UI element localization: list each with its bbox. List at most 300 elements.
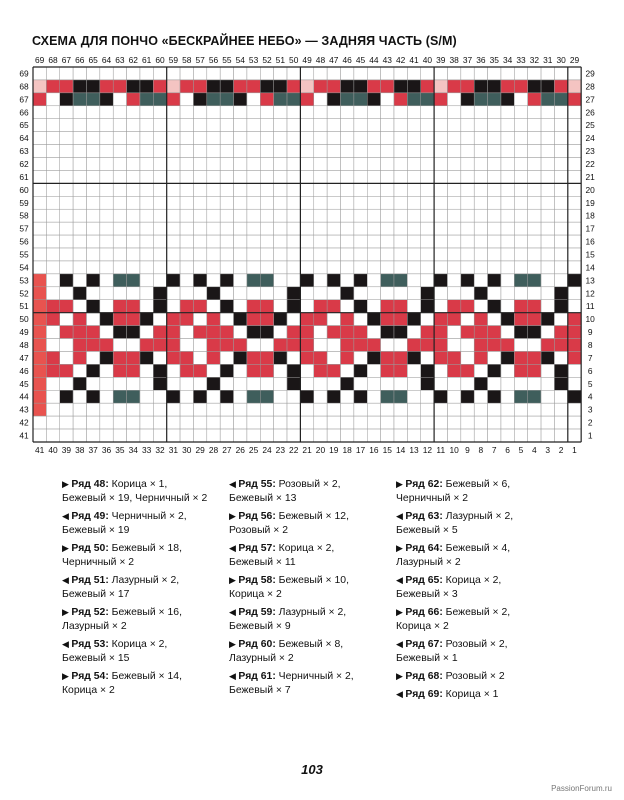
chart-cell	[247, 248, 260, 261]
chart-cell	[474, 287, 487, 300]
chart-cell	[554, 390, 567, 403]
chart-cell	[180, 93, 193, 106]
chart-cell	[407, 364, 420, 377]
chart-cell	[260, 261, 273, 274]
chart-cell	[207, 274, 220, 287]
chart-cell	[234, 145, 247, 158]
chart-cell	[568, 145, 581, 158]
chart-cell	[46, 80, 59, 93]
chart-cell	[127, 145, 140, 158]
chart-cell	[260, 158, 273, 171]
top-axis-label: 64	[101, 55, 112, 65]
chart-cell	[46, 170, 59, 183]
chart-cell	[354, 287, 367, 300]
chart-cell	[488, 429, 501, 442]
chart-cell	[86, 313, 99, 326]
chart-cell	[86, 145, 99, 158]
arrow-right-icon: ▶	[396, 479, 406, 489]
chart-cell	[113, 429, 126, 442]
chart-cell	[501, 67, 514, 80]
chart-cell	[300, 377, 313, 390]
chart-cell	[461, 183, 474, 196]
row-text: Корица × 1	[442, 689, 499, 701]
chart-cell	[568, 67, 581, 80]
chart-cell	[381, 183, 394, 196]
bottom-axis-label: 3	[545, 444, 551, 455]
chart-cell	[341, 377, 354, 390]
chart-cell	[274, 248, 287, 261]
chart-cell	[193, 235, 206, 248]
bottom-axis-label: 5	[518, 444, 524, 455]
chart-cell	[421, 416, 434, 429]
chart-cell	[488, 158, 501, 171]
chart-cell	[247, 209, 260, 222]
chart-cell	[167, 351, 180, 364]
chart-cell	[474, 429, 487, 442]
chart-cell	[354, 183, 367, 196]
chart-cell	[207, 235, 220, 248]
chart-cell	[461, 339, 474, 352]
chart-cell	[127, 183, 140, 196]
chart-cell	[381, 132, 394, 145]
bottom-axis-label: 27	[222, 444, 232, 455]
right-axis-label: 17	[585, 223, 595, 234]
chart-cell	[314, 390, 327, 403]
chart-cell	[367, 80, 380, 93]
top-axis-label: 65	[88, 55, 98, 65]
chart-cell	[113, 106, 126, 119]
chart-cell	[381, 287, 394, 300]
row-label: Ряд 56:	[238, 510, 276, 522]
chart-cell	[73, 300, 86, 313]
chart-cell	[327, 93, 340, 106]
chart-cell	[207, 326, 220, 339]
chart-cell	[140, 119, 153, 132]
chart-cell	[73, 429, 86, 442]
chart-cell	[100, 145, 113, 158]
chart-cell	[394, 403, 407, 416]
bottom-axis-label: 26	[235, 444, 245, 455]
chart-cell	[354, 416, 367, 429]
chart-cell	[341, 429, 354, 442]
chart-cell	[501, 132, 514, 145]
chart-cell	[287, 93, 300, 106]
chart-cell	[274, 287, 287, 300]
chart-cell	[421, 235, 434, 248]
chart-cell	[220, 196, 233, 209]
chart-cell	[381, 93, 394, 106]
chart-cell	[528, 158, 541, 171]
chart-cell	[207, 416, 220, 429]
chart-cell	[407, 377, 420, 390]
chart-cell	[193, 209, 206, 222]
chart-cell	[394, 261, 407, 274]
chart-cell	[461, 222, 474, 235]
chart-cell	[501, 274, 514, 287]
chart-cell	[327, 132, 340, 145]
row-label: Ряд 62:	[405, 479, 443, 490]
right-axis-label: 9	[587, 327, 593, 338]
chart-cell	[287, 209, 300, 222]
chart-cell	[314, 106, 327, 119]
chart-cell	[167, 313, 180, 326]
chart-cell	[247, 67, 260, 80]
chart-cell	[207, 313, 220, 326]
row-label: Ряд 63:	[405, 510, 443, 522]
chart-cell	[541, 429, 554, 442]
chart-cell	[447, 222, 460, 235]
chart-cell	[341, 274, 354, 287]
chart-cell	[73, 183, 86, 196]
top-axis-label: 54	[235, 55, 245, 65]
chart-cell	[180, 351, 193, 364]
chart-cell	[394, 106, 407, 119]
chart-cell	[528, 222, 541, 235]
chart-cell	[354, 196, 367, 209]
chart-cell	[113, 416, 126, 429]
chart-cell	[193, 183, 206, 196]
chart-cell	[367, 364, 380, 377]
chart-cell	[381, 80, 394, 93]
chart-cell	[394, 248, 407, 261]
chart-cell	[33, 274, 46, 287]
chart-cell	[153, 235, 166, 248]
chart-cell	[100, 183, 113, 196]
chart-cell	[568, 119, 581, 132]
chart-cell	[554, 313, 567, 326]
chart-cell	[260, 403, 273, 416]
chart-cell	[113, 287, 126, 300]
row-text: Лазурный × 2, Бежевый × 9	[229, 606, 347, 632]
chart-cell	[247, 196, 260, 209]
chart-cell	[394, 377, 407, 390]
chart-cell	[541, 416, 554, 429]
chart-cell	[86, 429, 99, 442]
chart-cell	[354, 429, 367, 442]
chart-cell	[434, 364, 447, 377]
chart-cell	[367, 377, 380, 390]
left-axis-label: 44	[19, 391, 29, 402]
row-instruction	[229, 670, 419, 700]
chart-cell	[354, 93, 367, 106]
arrow-right-icon: ▶	[229, 638, 239, 649]
chart-cell	[260, 429, 273, 442]
chart-cell	[33, 326, 46, 339]
bottom-axis-label: 30	[182, 444, 192, 455]
right-axis-label: 12	[585, 288, 595, 299]
chart-cell	[300, 364, 313, 377]
chart-cell	[514, 248, 527, 261]
chart-cell	[407, 93, 420, 106]
chart-cell	[127, 67, 140, 80]
chart-cell	[33, 339, 46, 352]
chart-cell	[314, 158, 327, 171]
chart-cell	[300, 119, 313, 132]
chart-cell	[327, 209, 340, 222]
chart-cell	[167, 261, 180, 274]
left-axis-label: 55	[19, 249, 29, 260]
chart-cell	[474, 377, 487, 390]
chart-cell	[407, 235, 420, 248]
bottom-axis-label: 41	[35, 444, 45, 455]
chart-cell	[447, 106, 460, 119]
chart-cell	[541, 119, 554, 132]
chart-cell	[260, 416, 273, 429]
bottom-axis-label: 19	[329, 444, 339, 455]
chart-cell	[247, 377, 260, 390]
chart-cell	[140, 80, 153, 93]
chart-cell	[488, 119, 501, 132]
chart-cell	[568, 235, 581, 248]
chart-cell	[421, 339, 434, 352]
chart-cell	[220, 183, 233, 196]
chart-cell	[327, 67, 340, 80]
chart-cell	[514, 132, 527, 145]
row-label: Ряд 59:	[238, 606, 276, 618]
chart-cell	[207, 119, 220, 132]
chart-cell	[113, 351, 126, 364]
chart-cell	[33, 196, 46, 209]
chart-cell	[434, 119, 447, 132]
chart-cell	[300, 351, 313, 364]
chart-cell	[140, 403, 153, 416]
chart-cell	[220, 364, 233, 377]
chart-cell	[528, 403, 541, 416]
chart-cell	[33, 287, 46, 300]
chart-cell	[501, 145, 514, 158]
chart-cell	[501, 235, 514, 248]
chart-cell	[60, 248, 73, 261]
chart-cell	[167, 145, 180, 158]
chart-cell	[447, 351, 460, 364]
chart-cell	[554, 403, 567, 416]
chart-cell	[167, 377, 180, 390]
chart-cell	[421, 429, 434, 442]
chart-cell	[394, 300, 407, 313]
chart-cell	[86, 326, 99, 339]
chart-cell	[86, 390, 99, 403]
chart-cell	[234, 67, 247, 80]
chart-cell	[434, 209, 447, 222]
bottom-axis-label: 38	[75, 444, 85, 455]
chart-cell	[127, 209, 140, 222]
bottom-axis-label: 13	[409, 444, 419, 455]
chart-cell	[60, 429, 73, 442]
chart-cell	[341, 351, 354, 364]
chart-cell	[234, 235, 247, 248]
chart-cell	[193, 222, 206, 235]
chart-cell	[274, 235, 287, 248]
chart-cell	[33, 377, 46, 390]
row-text: Бежевый × 14, Корица × 2	[62, 670, 182, 696]
chart-cell	[260, 93, 273, 106]
chart-cell	[300, 93, 313, 106]
chart-cell	[447, 209, 460, 222]
chart-cell	[327, 429, 340, 442]
chart-cell	[434, 416, 447, 429]
chart-cell	[367, 93, 380, 106]
row-label: Ряд 50:	[71, 542, 109, 554]
chart-cell	[327, 326, 340, 339]
chart-cell	[314, 67, 327, 80]
chart-cell	[180, 248, 193, 261]
chart-cell	[354, 261, 367, 274]
chart-cell	[300, 300, 313, 313]
chart-cell	[514, 158, 527, 171]
top-axis-label: 66	[75, 55, 85, 65]
chart-cell	[327, 80, 340, 93]
chart-cell	[367, 261, 380, 274]
chart-cell	[140, 93, 153, 106]
chart-cell	[407, 183, 420, 196]
right-axis-label: 1	[587, 430, 593, 441]
chart-cell	[354, 351, 367, 364]
chart-cell	[193, 287, 206, 300]
arrow-right-icon: ▶	[62, 606, 72, 617]
chart-cell	[327, 416, 340, 429]
chart-cell	[100, 132, 113, 145]
chart-cell	[86, 119, 99, 132]
chart-cell	[367, 158, 380, 171]
right-axis-label: 13	[585, 275, 595, 286]
chart-cell	[568, 300, 581, 313]
top-axis-label: 31	[543, 55, 553, 65]
chart-cell	[140, 209, 153, 222]
chart-cell	[73, 222, 86, 235]
chart-cell	[46, 132, 59, 145]
left-axis-label: 41	[19, 430, 29, 441]
chart-cell	[327, 158, 340, 171]
chart-cell	[33, 429, 46, 442]
chart-cell	[260, 106, 273, 119]
chart-cell	[300, 429, 313, 442]
chart-cell	[140, 261, 153, 274]
chart-cell	[60, 80, 73, 93]
chart-cell	[514, 326, 527, 339]
chart-cell	[33, 248, 46, 261]
right-axis-label: 18	[585, 210, 595, 221]
chart-cell	[113, 93, 126, 106]
chart-cell	[46, 119, 59, 132]
chart-cell	[434, 377, 447, 390]
chart-cell	[113, 403, 126, 416]
top-axis-label: 59	[168, 55, 179, 65]
chart-cell	[140, 235, 153, 248]
chart-cell	[86, 248, 99, 261]
left-axis-label: 65	[19, 120, 29, 131]
chart-cell	[234, 183, 247, 196]
chart-cell	[554, 261, 567, 274]
chart-cell	[287, 390, 300, 403]
chart-cell	[341, 222, 354, 235]
chart-cell	[381, 339, 394, 352]
arrow-right-icon: ▶	[62, 479, 72, 489]
left-axis-label: 57	[19, 223, 29, 234]
top-axis-label: 69	[35, 55, 45, 65]
chart-cell	[528, 429, 541, 442]
chart-cell	[46, 93, 59, 106]
chart-cell	[60, 183, 73, 196]
chart-cell	[113, 390, 126, 403]
chart-cell	[207, 261, 220, 274]
chart-cell	[100, 429, 113, 442]
chart-cell	[381, 403, 394, 416]
chart-cell	[127, 351, 140, 364]
chart-cell	[381, 145, 394, 158]
chart-cell	[46, 261, 59, 274]
chart-cell	[60, 416, 73, 429]
bottom-axis-label: 22	[289, 444, 299, 455]
row-instruction	[62, 670, 252, 697]
chart-cell	[46, 339, 59, 352]
chart-cell	[367, 145, 380, 158]
chart-cell	[260, 287, 273, 300]
chart-cell	[407, 416, 420, 429]
chart-cell	[127, 390, 140, 403]
chart-cell	[447, 364, 460, 377]
chart-cell	[220, 222, 233, 235]
chart-cell	[514, 106, 527, 119]
chart-cell	[341, 170, 354, 183]
chart-cell	[528, 132, 541, 145]
chart-cell	[153, 339, 166, 352]
chart-cell	[300, 209, 313, 222]
chart-cell	[528, 145, 541, 158]
chart-cell	[73, 196, 86, 209]
chart-cell	[234, 416, 247, 429]
arrow-right-icon: ▶	[229, 510, 239, 521]
chart-cell	[447, 183, 460, 196]
top-axis-label: 60	[155, 55, 165, 65]
chart-cell	[247, 364, 260, 377]
chart-cell	[407, 274, 420, 287]
chart-cell	[234, 158, 247, 171]
chart-cell	[554, 209, 567, 222]
chart-cell	[287, 235, 300, 248]
chart-cell	[568, 364, 581, 377]
chart-cell	[113, 80, 126, 93]
chart-cell	[153, 106, 166, 119]
chart-cell	[113, 158, 126, 171]
chart-cell	[514, 170, 527, 183]
chart-cell	[501, 196, 514, 209]
row-instruction	[396, 574, 586, 601]
chart-cell	[100, 222, 113, 235]
chart-cell	[514, 364, 527, 377]
chart-cell	[568, 416, 581, 429]
top-axis-label: 68	[48, 55, 58, 65]
chart-cell	[381, 209, 394, 222]
chart-cell	[127, 287, 140, 300]
top-axis-label: 47	[329, 55, 339, 65]
chart-cell	[193, 326, 206, 339]
chart-cell	[314, 377, 327, 390]
chart-cell	[447, 326, 460, 339]
bottom-axis-label: 36	[101, 444, 112, 455]
chart-cell	[193, 145, 206, 158]
chart-cell	[86, 222, 99, 235]
chart-cell	[488, 132, 501, 145]
chart-cell	[234, 313, 247, 326]
right-axis-label: 5	[587, 378, 593, 389]
chart-cell	[407, 158, 420, 171]
chart-cell	[554, 93, 567, 106]
chart-cell	[180, 326, 193, 339]
chart-cell	[354, 80, 367, 93]
row-instruction	[229, 606, 419, 633]
chart-cell	[367, 390, 380, 403]
chart-cell	[354, 339, 367, 352]
